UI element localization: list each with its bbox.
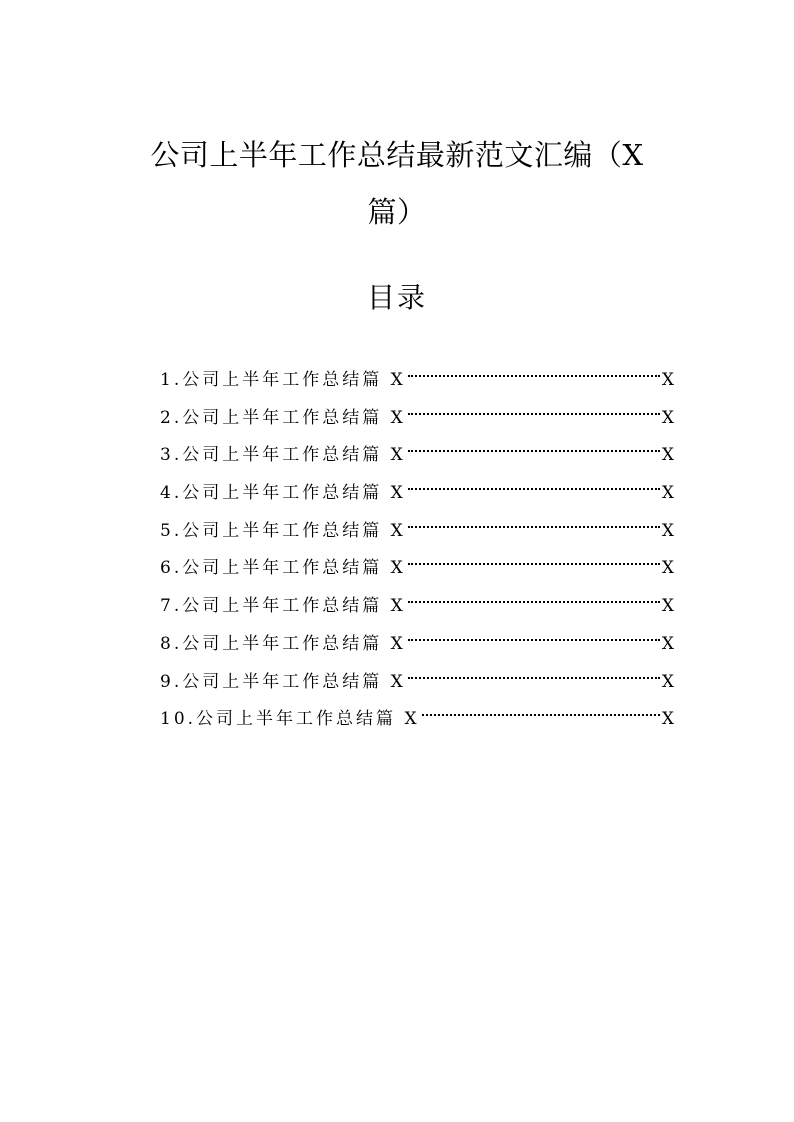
toc-dot-leader (408, 412, 660, 415)
toc-dot-leader (408, 449, 660, 452)
toc-dot-leader (422, 713, 660, 716)
toc-page-number: X (661, 558, 674, 579)
toc-dot-leader (408, 487, 660, 490)
toc-entry-6[interactable] (160, 550, 674, 588)
toc-page-number: X (661, 445, 674, 466)
toc-entry-10[interactable] (160, 701, 674, 739)
toc-entry-label: 3.公司上半年工作总结篇 X (160, 445, 406, 466)
toc-heading: 目录 (366, 281, 427, 314)
toc-page-number: X (661, 633, 674, 654)
toc-page-number: X (661, 370, 674, 390)
toc-entry-label: 2.公司上半年工作总结篇 X (160, 407, 406, 428)
toc-entry-7[interactable] (160, 588, 674, 626)
toc-page-number: X (661, 596, 674, 617)
toc-dot-leader (408, 374, 660, 377)
document-title-line-2: 篇） (367, 195, 427, 229)
toc-entry-1[interactable] (160, 362, 674, 400)
toc-page-number: X (661, 520, 674, 541)
toc-entry-label: 10.公司上半年工作总结篇 X (160, 709, 420, 730)
table-of-contents (160, 362, 674, 739)
toc-entry-8[interactable] (160, 626, 674, 664)
toc-dot-leader (408, 525, 660, 528)
toc-page-number: X (661, 483, 674, 504)
toc-page-number: X (661, 709, 674, 730)
toc-dot-leader (408, 638, 660, 641)
toc-entry-3[interactable] (160, 437, 674, 475)
document-title-line-1: 公司上半年工作总结最新范文汇编（X (150, 138, 644, 172)
toc-entry-4[interactable] (160, 475, 674, 513)
toc-entry-label: 8.公司上半年工作总结篇 X (160, 633, 406, 654)
toc-entry-label: 5.公司上半年工作总结篇 X (160, 520, 406, 541)
toc-entry-label: 6.公司上半年工作总结篇 X (160, 558, 406, 579)
toc-page-number: X (661, 407, 674, 428)
toc-page-number: X (661, 671, 674, 692)
toc-dot-leader (408, 600, 660, 603)
toc-entry-9[interactable] (160, 664, 674, 702)
toc-entry-label: 9.公司上半年工作总结篇 X (160, 671, 406, 692)
toc-dot-leader (408, 676, 660, 679)
toc-dot-leader (408, 562, 660, 565)
toc-entry-5[interactable] (160, 513, 674, 551)
toc-entry-2[interactable] (160, 400, 674, 438)
toc-entry-label: 7.公司上半年工作总结篇 X (160, 596, 406, 617)
toc-entry-label: 1.公司上半年工作总结篇 X (160, 370, 406, 390)
toc-entry-label: 4.公司上半年工作总结篇 X (160, 483, 406, 504)
